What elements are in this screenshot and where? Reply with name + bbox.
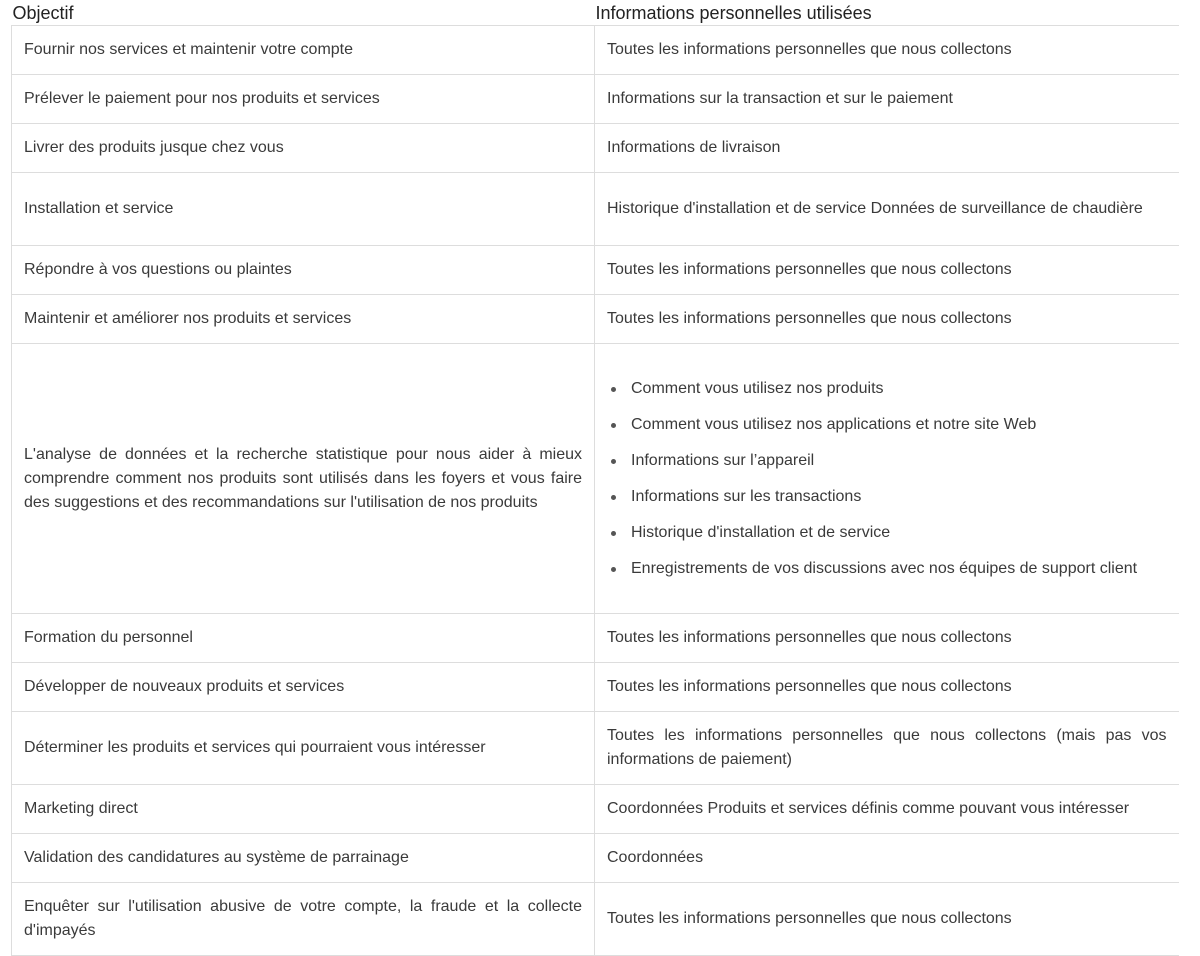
info-bullet-list [607, 377, 1167, 581]
purpose-cell: Installation et service [12, 173, 595, 246]
purpose-cell: Enquêter sur l'utilisation abusive de votre compte, la fraude et la collecte d'impayés [12, 883, 595, 956]
info-list-item: Comment vous utilisez nos produits [619, 377, 1167, 401]
info-list-item: Historique d'installation et de service [619, 521, 1167, 545]
info-cell: Coordonnées [595, 834, 1179, 883]
table-row [12, 712, 1179, 785]
info-cell: Historique d'installation et de service Données de surveillance de chaudière [595, 173, 1179, 246]
info-list-item: Informations sur l’appareil [619, 449, 1167, 473]
purpose-cell: Prélever le paiement pour nos produits et services [12, 75, 595, 124]
table-row [12, 124, 1179, 173]
info-cell: Toutes les informations personnelles que nous collectons [595, 663, 1179, 712]
info-list-item: Enregistrements de vos discussions avec nos équipes de support client [619, 557, 1167, 581]
table-row [12, 834, 1179, 883]
purpose-cell: Déterminer les produits et services qui pourraient vous intéresser [12, 712, 595, 785]
table-row [12, 26, 1179, 75]
info-cell: Toutes les informations personnelles que nous collectons [595, 246, 1179, 295]
info-cell: Toutes les informations personnelles que nous collectons (mais pas vos informations de paiement) [595, 712, 1179, 785]
purpose-cell: Fournir nos services et maintenir votre compte [12, 26, 595, 75]
table-row [12, 785, 1179, 834]
info-cell: Toutes les informations personnelles que nous collectons [595, 614, 1179, 663]
info-list-item: Comment vous utilisez nos applications et notre site Web [619, 413, 1167, 437]
privacy-purposes-table [11, 0, 1179, 956]
purpose-cell: Formation du personnel [12, 614, 595, 663]
table-row [12, 173, 1179, 246]
header-purpose: Objectif [12, 0, 595, 26]
purpose-cell: L'analyse de données et la recherche statistique pour nous aider à mieux comprendre comment nos produits sont utilisés dans les foyers et vous faire des suggestions et des recommandations sur l'utilisation de nos produits [12, 344, 595, 614]
info-cell: Toutes les informations personnelles que nous collectons [595, 295, 1179, 344]
info-cell: Coordonnées Produits et services définis comme pouvant vous intéresser [595, 785, 1179, 834]
purpose-cell: Marketing direct [12, 785, 595, 834]
table-row [12, 883, 1179, 956]
info-cell: Toutes les informations personnelles que nous collectons [595, 26, 1179, 75]
purpose-cell: Maintenir et améliorer nos produits et services [12, 295, 595, 344]
purpose-cell: Livrer des produits jusque chez vous [12, 124, 595, 173]
table-row [12, 75, 1179, 124]
header-personal-info: Informations personnelles utilisées [595, 0, 1179, 26]
table-row [12, 614, 1179, 663]
purpose-cell: Développer de nouveaux produits et services [12, 663, 595, 712]
info-list-item: Informations sur les transactions [619, 485, 1167, 509]
info-cell: Informations de livraison [595, 124, 1179, 173]
table-row [12, 246, 1179, 295]
table-row [12, 663, 1179, 712]
info-list-cell [595, 344, 1179, 614]
table-header-row [12, 0, 1179, 26]
info-cell: Toutes les informations personnelles que nous collectons [595, 883, 1179, 956]
purpose-cell: Répondre à vos questions ou plaintes [12, 246, 595, 295]
table-row [12, 344, 1179, 614]
purpose-cell: Validation des candidatures au système de parrainage [12, 834, 595, 883]
info-cell: Informations sur la transaction et sur le paiement [595, 75, 1179, 124]
table-row [12, 295, 1179, 344]
